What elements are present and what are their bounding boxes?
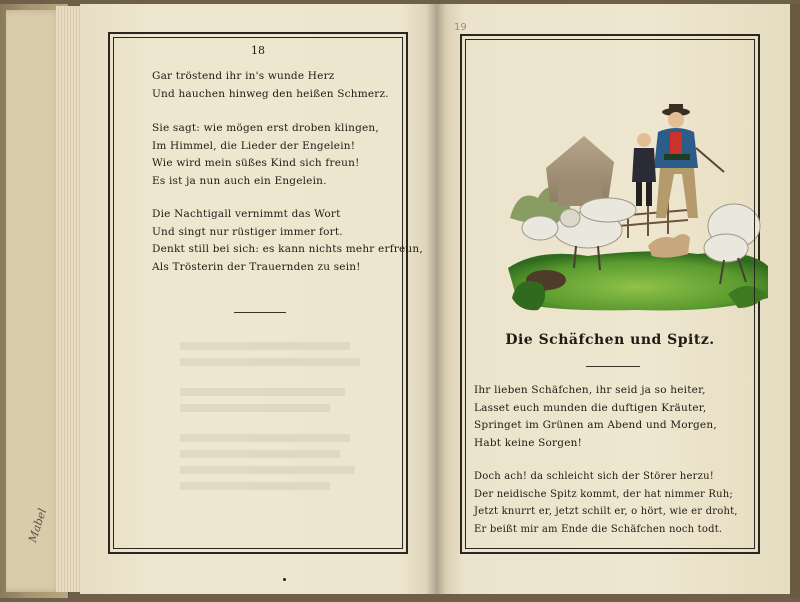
- shepherd-illustration: [498, 98, 773, 320]
- show-through-text: [180, 334, 360, 534]
- book-gutter: [426, 4, 446, 594]
- poem-title: Die Schäfchen und Spitz.: [505, 332, 715, 348]
- left-stanza-3: [152, 206, 423, 276]
- verse-line: Der neidische Spitz kommt, der hat nimmer Ruh;: [474, 488, 733, 500]
- verse-line: Lasset euch munden die duftigen Kräuter,: [474, 401, 707, 414]
- title-divider: [586, 366, 640, 367]
- verse-line: Jetzt knurrt er, jetzt schilt er, o hört, wie er droht,: [474, 506, 738, 518]
- verse-line: Gar tröstend ihr in's wunde Herz: [152, 70, 335, 82]
- right-page-number: 19: [454, 22, 467, 33]
- ink-dot: [283, 578, 286, 581]
- verse-line: Habt keine Sorgen!: [474, 436, 582, 449]
- verse-line: Wie wird mein süßes Kind sich freun!: [152, 157, 360, 170]
- left-page: [80, 4, 436, 594]
- right-stanza-2: [474, 468, 738, 538]
- verse-line: Ihr lieben Schäfchen, ihr seid ja so heiter,: [474, 384, 706, 396]
- verse-line: Doch ach! da schleicht sich der Störer herzu!: [474, 471, 714, 482]
- left-stanza-1: [152, 68, 389, 103]
- verse-line: Denkt still bei sich: es kann nichts mehr erfreun,: [152, 243, 423, 256]
- left-page-frame: [108, 32, 423, 554]
- verse-line: Im Himmel, die Lieder der Engelein!: [152, 139, 356, 152]
- right-page: [436, 4, 792, 594]
- right-page-frame: [460, 34, 760, 554]
- right-stanza-1: [474, 382, 717, 452]
- book-cover-right: [790, 4, 800, 598]
- left-page-number: 18: [251, 44, 265, 57]
- verse-line: Es ist ja nun auch ein Engelein.: [152, 174, 327, 187]
- verse-line: Sie sagt: wie mögen erst droben klingen,: [152, 122, 379, 134]
- verse-line: Und hauchen hinweg den heißen Schmerz.: [152, 87, 389, 100]
- verse-line: Als Trösterin der Trauernden zu sein!: [152, 260, 361, 273]
- verse-line: Er beißt mir am Ende die Schäfchen noch todt.: [474, 523, 723, 535]
- endpaper: [6, 10, 62, 592]
- verse-line: Die Nachtigall vernimmt das Wort: [152, 208, 341, 220]
- verse-line: Springet im Grünen am Abend und Morgen,: [474, 419, 717, 432]
- left-divider: [234, 312, 286, 313]
- verse-line: Und singt nur rüstiger immer fort.: [152, 225, 343, 238]
- left-stanza-2: [152, 120, 379, 190]
- margin-note: Mabel: [26, 506, 50, 545]
